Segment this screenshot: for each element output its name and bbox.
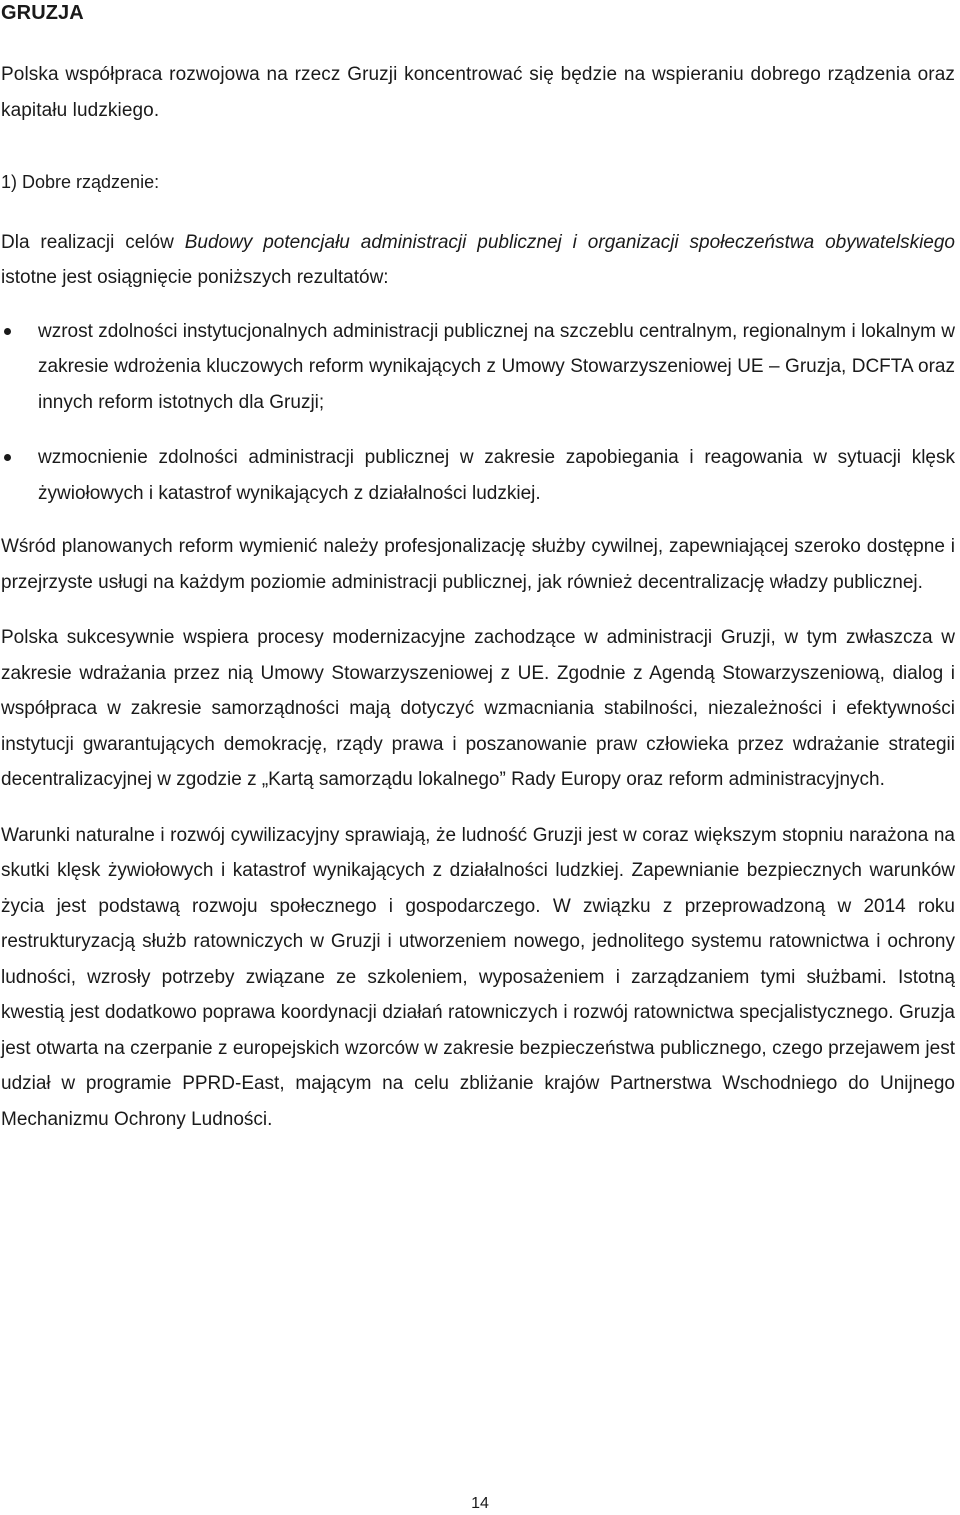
page-title: GRUZJA (1, 2, 84, 24)
results-intro-text-end: istotne jest osiągnięcie poniższych rezultatów: (1, 267, 389, 288)
page-number: 14 (471, 1495, 489, 1512)
results-list (1, 314, 955, 512)
body-paragraph: Warunki naturalne i rozwój cywilizacyjny sprawiają, że ludność Gruzji jest w coraz większym stopniu narażona na skutki klęsk żywiołowych i katastrof wynikających z działalności ludzkiej. Zapewnianie bezpiecznych warunków życia jest podstawą rozwoju społecznego i gospodarczego. W związku z przeprowadzoną w 2014 roku restrukturyzacją służb ratowniczych w Gruzji i utworzeniem nowego, jednolitego systemu ratownictwa i ochrony ludności, wzrosły potrzeby związane ze szkoleniem, wyposażeniem i zarządzaniem tymi służbami. Istotną kwestią jest dodatkowo poprawa koordynacji działań ratowniczych i rozwój ratownictwa specjalistycznego. Gruzja jest otwarta na czerpanie z europejskich wzorców w zakresie bezpieczeństwa publicznego, czego przejawem jest udział w programie PPRD-East, mającym na celu zbliżanie krajów Partnerstwa Wschodniego do Unijnego Mechanizmu Ochrony Ludności. (1, 824, 955, 1130)
body-paragraph: Polska sukcesywnie wspiera procesy modernizacyjne zachodzące w administracji Gruzji, w tym zwłaszcza w zakresie wdrażania przez nią Umowy Stowarzyszeniowej z UE. Zgodnie z Agendą Stowarzyszeniową, dialog i współpraca w zakresie samorządności mają dotyczyć wzmacniania stabilności, niezależności i efektywności instytucji gwarantujących demokrację, rządy prawa i poszanowanie praw człowieka przez wdrażanie strategii decentralizacyjnej w zgodzie z „Kartą samorządu lokalnego” Rady Europy oraz reform administracyjnych. (1, 627, 955, 790)
subheading: 1) Dobre rządzenie: (1, 172, 160, 192)
list-item-text: wzrost zdolności instytucjonalnych administracji publicznej na szczeblu centralnym, regionalnym i lokalnym w zakresie wdrożenia kluczowych reform wynikających z Umowy Stowarzyszeniowej UE – Gruzja, DCFTA oraz innych reform istotnych dla Gruzji; (38, 320, 955, 413)
intro-paragraph: Polska współpraca rozwojowa na rzecz Gruzji koncentrować się będzie na wspieraniu dobrego rządzenia oraz kapitału ludzkiego. (1, 64, 955, 121)
list-item-text: wzmocnienie zdolności administracji publicznej w zakresie zapobiegania i reagowania w sytuacji klęsk żywiołowych i katastrof wynikających z działalności ludzkiej. (38, 447, 955, 504)
bullet-icon (4, 328, 11, 335)
body-paragraph: Wśród planowanych reform wymienić należy profesjonalizację służby cywilnej, zapewniającej szeroko dostępne i przejrzyste usługi na każdym poziomie administracji publicznej, jak również decentralizację władzy publicznej. (1, 536, 955, 593)
list-item (1, 314, 955, 421)
bullet-icon (4, 454, 11, 461)
results-intro-italic: Budowy potencjału administracji publicznej i organizacji społeczeństwa obywatelskiego (184, 231, 955, 253)
results-intro-paragraph (1, 225, 955, 296)
results-intro-text: Dla realizacji celów (1, 231, 185, 253)
list-item (1, 440, 955, 511)
